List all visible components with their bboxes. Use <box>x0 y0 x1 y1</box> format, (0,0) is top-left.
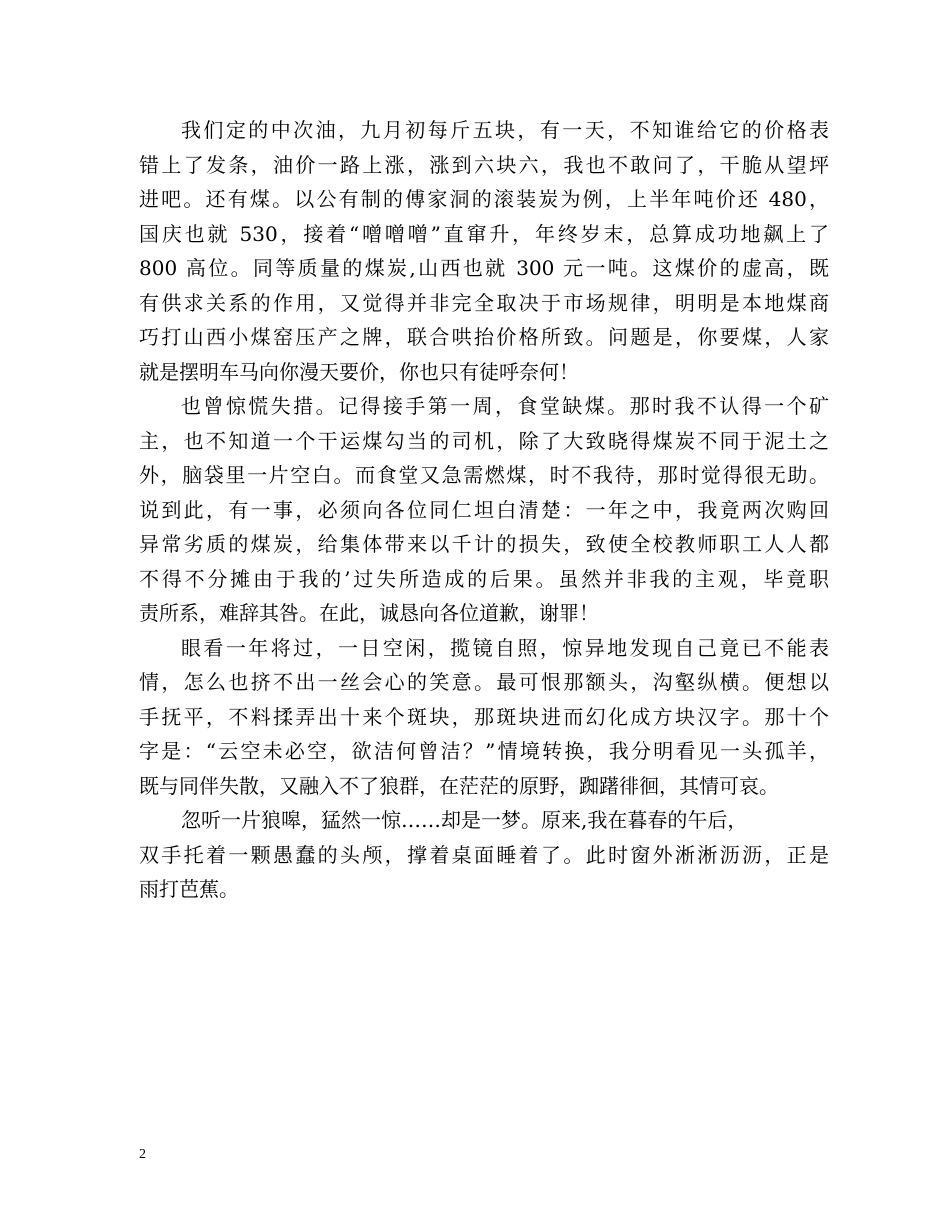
paragraph-3-line-5: 既与同伴失散，又融入不了狼群，在茫茫的原野，踟躇徘徊，其情可哀。 <box>139 773 779 798</box>
paragraph-1-line-4: 国庆也就 530，接着“噌噌噌”直窜升，年终岁末，总算成功地飙上了 <box>139 221 829 246</box>
paragraph-1-line-3: 进吧。还有煤。以公有制的傅家洞的滚装炭为例，上半年吨价还 480， <box>139 187 829 211</box>
paragraph-4-line-3: 雨打芭蕉。 <box>139 877 239 901</box>
paragraph-2-line-2: 主，也不知道一个干运煤勾当的司机，除了大致晓得煤炭不同于泥土之 <box>139 428 829 453</box>
paragraph-1-line-5: 800 高位。同等质量的煤炭,山西也就 300 元一吨。这煤价的虚高，既 <box>139 256 829 280</box>
paragraph-3-line-1: 眼看一年将过，一日空闲，揽镜自照，惊异地发现自己竟已不能表 <box>181 635 829 660</box>
paragraph-1-line-1: 我们定的中次油，九月初每斤五块，有一天，不知谁给它的价格表 <box>181 118 829 142</box>
paragraph-3-line-4: 字是：“云空未必空，欲洁何曾洁？”情境转换，我分明看见一头孤羊， <box>139 739 829 763</box>
paragraph-2-line-6: 不得不分摊由于我的’过失所造成的后果。虽然并非我的主观，毕竟职 <box>139 566 829 591</box>
paragraph-2-line-3: 外，脑袋里一片空白。而食堂又急需燃煤，时不我待，那时觉得很无助。 <box>139 463 829 487</box>
paragraph-2-line-1: 也曾惊慌失措。记得接手第一周，食堂缺煤。那时我不认得一个矿 <box>181 394 829 418</box>
paragraph-1-line-8: 就是摆明车马向你漫天要价，你也只有徒呼奈何！ <box>139 359 579 384</box>
paragraph-1-line-2: 错上了发条，油价一路上涨，涨到六块六，我也不敢问了，干脆从望坪 <box>139 152 829 177</box>
paragraph-2-line-4: 说到此，有一事，必须向各位同仁坦白清楚：一年之中，我竟两次购回 <box>139 497 829 522</box>
paragraph-3-line-3: 手抚平，不料揉弄出十来个斑块，那斑块进而幻化成方块汉字。那十个 <box>139 704 829 729</box>
paragraph-1-line-7: 巧打山西小煤窑压产之牌，联合哄抬价格所致。问题是，你要煤，人家 <box>139 325 829 349</box>
paragraph-2-line-7: 责所系，难辞其咎。在此，诚恳向各位道歉，谢罪！ <box>139 601 599 625</box>
paragraph-3-line-2: 情，怎么也挤不出一丝会心的笑意。最可恨那额头，沟壑纵横。便想以 <box>139 670 829 694</box>
paragraph-2-line-5: 异常劣质的煤炭，给集体带来以千计的损失，致使全校教师职工人人都 <box>139 532 829 556</box>
paragraph-4-line-2: 双手托着一颗愚蠢的头颅，撑着桌面睡着了。此时窗外淅淅沥沥，正是 <box>139 842 829 867</box>
page-number: 2 <box>139 1147 146 1162</box>
document-body <box>139 113 829 907</box>
paragraph-1-line-6: 有供求关系的作用，又觉得并非完全取决于市场规律，明明是本地煤商 <box>139 290 829 315</box>
paragraph-4-line-1: 忽听一片狼嗥，猛然一惊……却是一梦。原来,我在暮春的午后， <box>181 808 748 832</box>
